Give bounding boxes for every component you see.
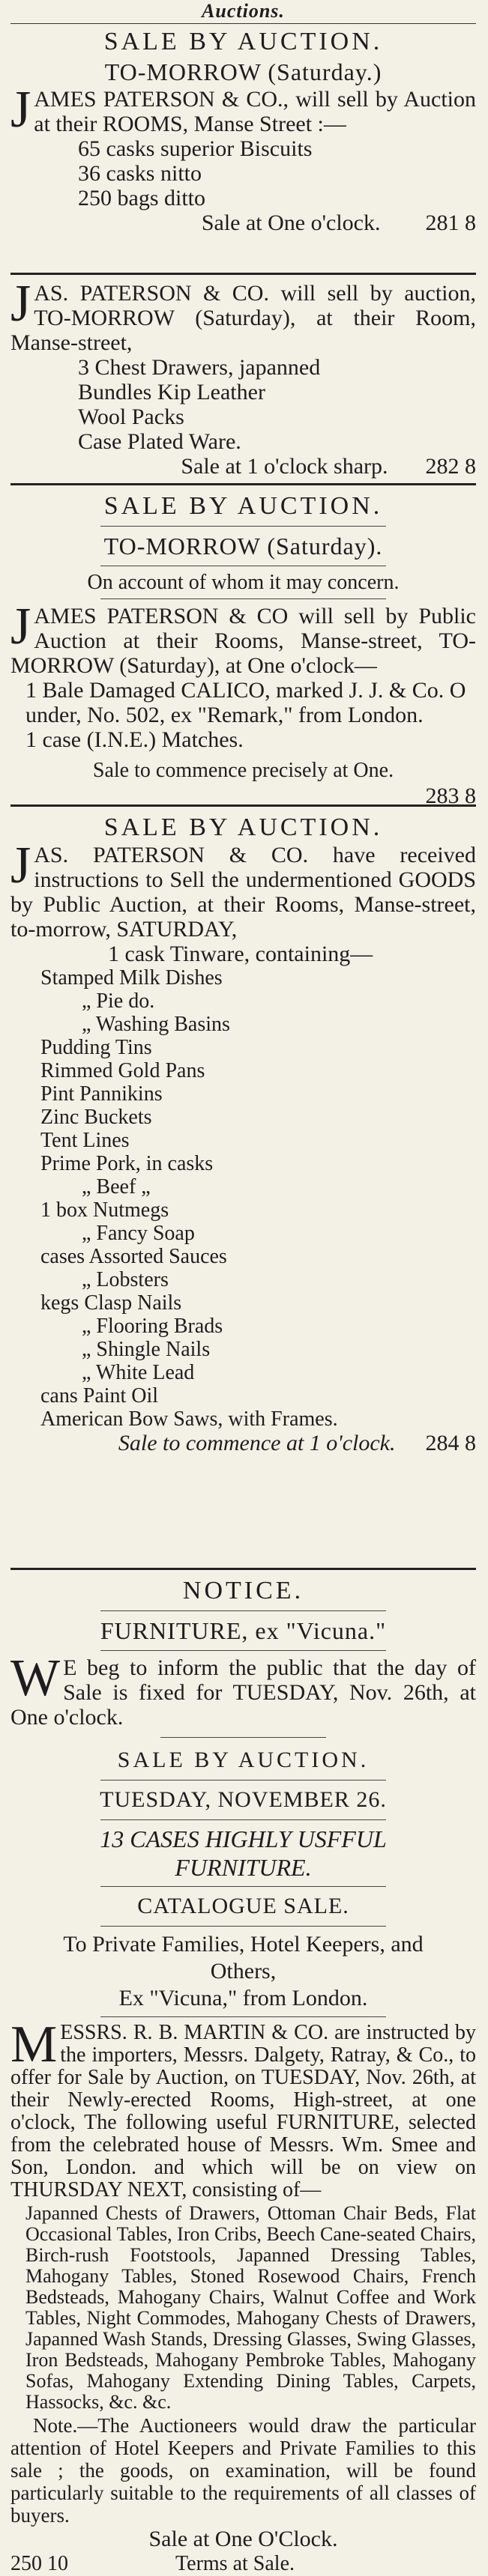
ad-4 xyxy=(10,813,476,1562)
thin-divider xyxy=(100,1926,386,1927)
ad-item: Pint Pannikins xyxy=(40,1082,163,1106)
ad-item: „ Beef „ xyxy=(82,1175,151,1198)
ad-cases: 13 CASES HIGHLY USFFUL FURNITURE. xyxy=(100,1825,387,1881)
ad-when: TO-MORROW (Saturday). xyxy=(103,533,383,560)
ad-footer: Sale at One o'clock. 281 8 xyxy=(201,210,476,235)
thin-divider xyxy=(100,2016,386,2017)
ad-5 xyxy=(10,1576,476,2576)
ad-item: cases Assorted Sauces xyxy=(40,1245,227,1268)
ad-item: 3 Chest Drawers, japanned xyxy=(78,355,321,380)
ad-3 xyxy=(10,491,476,808)
ad-item: „ Lobsters xyxy=(82,1268,169,1291)
martin-body: MESSRS. R. B. MARTIN & CO. are instructed by the importers, Messrs. Dalgety, Ratray, & Co., to offer for Sale by Auction, on TUESDAY, Nov. 26th, at their Newly-erected Rooms, High-street, at one o'clock, The following useful FURNITURE, selected from the celebrated house of Messrs. Wm. Smee and Son, London. and which will be on view on THURSDAY NEXT, consisting of— xyxy=(10,2016,476,2201)
ad-item: cans Paint Oil xyxy=(40,1384,159,1407)
terms: Terms at Sale. xyxy=(175,2552,295,2575)
ad-item: „ Washing Basins xyxy=(82,1013,230,1036)
ad-item: Zinc Buckets xyxy=(40,1106,152,1129)
thin-divider xyxy=(100,1780,386,1781)
ad-item: Tent Lines xyxy=(40,1129,130,1152)
ad-1 xyxy=(10,27,476,267)
ad-item: kegs Clasp Nails xyxy=(40,1291,182,1315)
ad-item: „ Pie do. xyxy=(82,990,155,1013)
divider xyxy=(10,804,476,807)
ad-item: 1 Bale Damaged CALICO, marked J. J. & Co. O under, No. 502, ex "Remark," from London. xyxy=(25,678,466,727)
thin-divider xyxy=(160,1737,326,1738)
drop-cap: W xyxy=(10,1649,61,1707)
section-heading: Auctions. xyxy=(10,0,476,24)
notice-body: W E beg to inform the public that the day of Sale is fixed for TUESDAY, Nov. 26th, at One o'clock. xyxy=(10,1649,476,1730)
ad-ref: 283 8 xyxy=(425,784,476,808)
ad-body: JAMES PATERSON & CO will sell by Public Auction at their Rooms, Manse-street, TO-MORROW (Saturday), at One o'clock— xyxy=(10,598,476,678)
ad-item: 65 casks superior Biscuits xyxy=(78,136,313,161)
ad-item: Bundles Kip Leather xyxy=(78,380,265,404)
note: Note.—The Auctioneers would draw the particular attention of Hotel Keepers and Private Families to this sale ; the goods, on examination, will be found particularly suitable to the requirements of all classes of buyers. xyxy=(10,2414,476,2527)
drop-cap: M xyxy=(10,2016,58,2073)
ad-title: SALE BY AUCTION. xyxy=(103,813,383,841)
ad-item: Wool Packs xyxy=(78,404,184,429)
divider xyxy=(10,273,476,275)
ad-item: „ Fancy Soap xyxy=(82,1222,195,1245)
ad-title: SALE BY AUCTION. xyxy=(103,28,383,55)
ad-concern: On account of whom it may concern. xyxy=(87,571,400,594)
thin-divider xyxy=(100,526,386,527)
ad-item-list xyxy=(10,966,476,1431)
ad-item: American Bow Saws, with Frames. xyxy=(40,1407,338,1431)
catalogue-title: CATALOGUE SALE. xyxy=(137,1894,349,1918)
ad-title: SALE BY AUCTION. xyxy=(117,1748,370,1772)
thin-divider xyxy=(100,598,386,599)
ad-body: JAS. PATERSON & CO. will sell by auction, TO-MORROW (Saturday), at their Room, Manse-street, xyxy=(10,275,476,355)
ad-body: JAMES PATERSON & CO., will sell by Auction at their ROOMS, Manse Street :— xyxy=(10,81,476,139)
ad-footer: Sale to commence at 1 o'clock. 284 8 xyxy=(118,1431,476,1455)
ad-item: Prime Pork, in casks xyxy=(40,1152,214,1175)
ad-body: JAS. PATERSON & CO. have received instructions to Sell the undermentioned GOODS by Public Auction, at their Rooms, Manse-street, to-morrow, SATURDAY, xyxy=(10,837,476,942)
ad-title: SALE BY AUCTION. xyxy=(103,492,383,520)
thin-divider xyxy=(100,1819,386,1820)
ad-date: TUESDAY, NOVEMBER 26. xyxy=(100,1787,387,1812)
audience: To Private Families, Hotel Keepers, and Others, xyxy=(63,1932,424,1983)
ad-item: Pudding Tins xyxy=(40,1036,152,1059)
ad-item: „ Flooring Brads xyxy=(82,1315,223,1338)
ad-footer: Sale at One O'Clock. xyxy=(148,2527,338,2551)
ad-item: 1 case (I.N.E.) Matches. xyxy=(25,727,244,752)
ad-when: TO-MORROW (Saturday.) xyxy=(104,58,382,85)
ad-item: Rimmed Gold Pans xyxy=(40,1059,205,1082)
thin-divider xyxy=(100,1886,386,1887)
ad-item: „ White Lead xyxy=(82,1361,195,1384)
thin-divider xyxy=(100,1650,386,1651)
ad-item: Case Plated Ware. xyxy=(78,429,241,454)
thin-divider xyxy=(100,1610,386,1611)
ex-vessel: Ex "Vicuna," from London. xyxy=(118,1986,368,2010)
ad-bottom-line xyxy=(10,2552,476,2576)
ad-subhead: 1 cask Tinware, containing— xyxy=(108,942,373,966)
drop-cap: J xyxy=(10,81,31,139)
ad-item: 1 box Nutmegs xyxy=(40,1198,169,1222)
divider xyxy=(10,1568,476,1570)
ad-item: „ Shingle Nails xyxy=(82,1338,211,1361)
ad-item: 250 bags ditto xyxy=(78,186,205,210)
ad-2 xyxy=(10,275,476,479)
ad-item: 36 casks nitto xyxy=(78,161,202,186)
drop-cap: J xyxy=(10,837,31,894)
ad-ref: 250 10 xyxy=(10,2552,68,2575)
divider xyxy=(10,483,476,485)
ad-item: Stamped Milk Dishes xyxy=(40,966,223,990)
notice-title: NOTICE. xyxy=(182,1577,304,1604)
furniture-list: Japanned Chests of Drawers, Ottoman Chair Beds, Flat Occasional Tables, Iron Cribs, Beech Cane-seated Chairs, Birch-rush Footstools, Japanned Dressing Tables, Mahogany Tables, Stoned Rosewood Chairs, French Bedsteads, Mahogany Chairs, Walnut Coffee and Work Tables, Night Commodes, Mahogany Chests of Drawers, Japanned Wash Stands, Dressing Glasses, Swing Glasses, Iron Bedsteads, Mahogany Pembroke Tables, Mahogany Sofas, Mahogany Extending Dining Tables, Carpets, Hassocks, &c. &c. xyxy=(25,2202,476,2413)
ad-footer: Sale to commence precisely at One. xyxy=(92,759,394,782)
furniture-title: FURNITURE, ex "Vicuna." xyxy=(100,1617,387,1644)
drop-cap: J xyxy=(10,598,31,655)
ad-footer: Sale at 1 o'clock sharp. 282 8 xyxy=(181,454,476,479)
drop-cap: J xyxy=(10,275,31,333)
